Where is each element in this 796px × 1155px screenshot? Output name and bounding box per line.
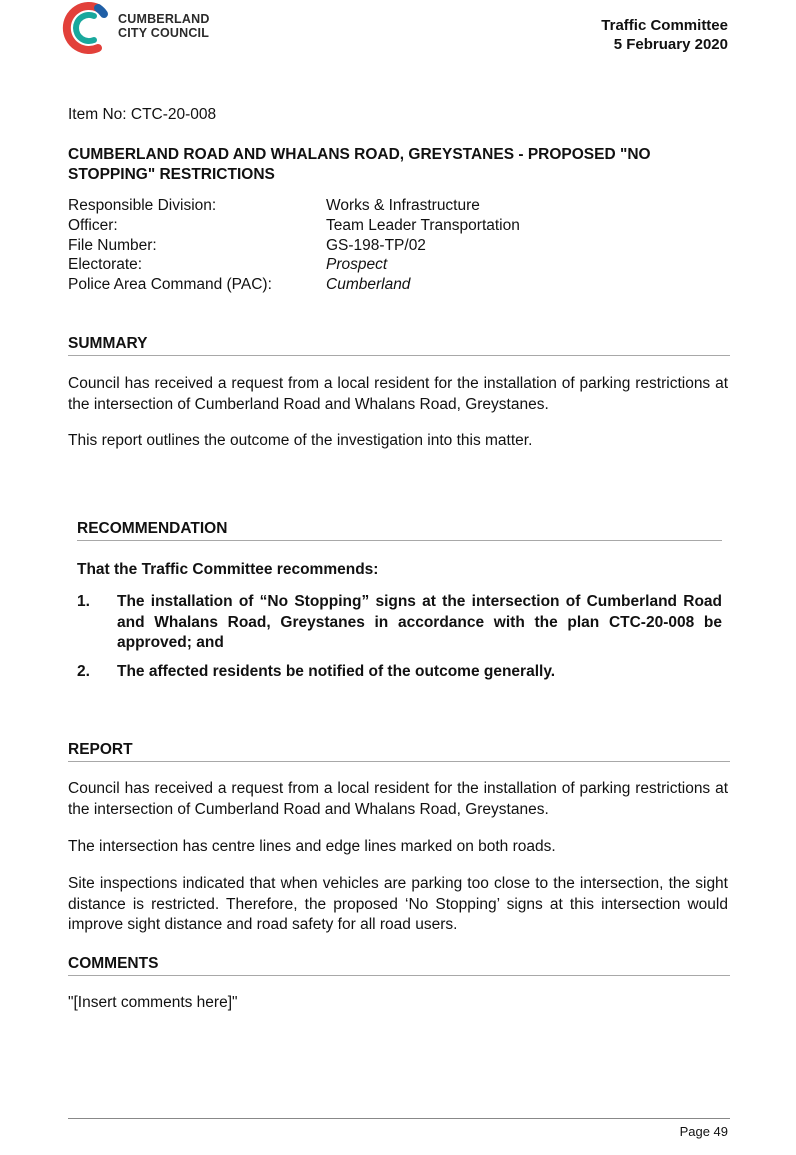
page-number: Page 49 (679, 1124, 728, 1139)
list-item (77, 662, 722, 683)
meta-row (68, 196, 520, 216)
summary-paragraph-2: This report outlines the outcome of the investigation into this matter. (68, 432, 533, 449)
meta-row (68, 275, 520, 295)
meta-row (68, 236, 520, 256)
list-text: The affected residents be notified of the outcome generally. (117, 662, 556, 680)
logo-line-1: CUMBERLAND (118, 12, 210, 26)
report-paragraph-2: The intersection has centre lines and edge lines marked on both roads. (68, 838, 556, 855)
report-paragraph-3: Site inspections indicated that when vehicles are parking too close to the intersection, the sight distance is restricted. Therefore, the proposed ‘No Stopping’ signs at this intersection would improve sight distance and road safety for all road users. (68, 875, 728, 933)
list-number: 1. (77, 593, 90, 610)
header-meeting-info (601, 16, 728, 54)
report-heading: REPORT (68, 741, 133, 758)
report-rule (68, 761, 730, 762)
comments-rule (68, 975, 730, 976)
report-paragraph-1: Council has received a request from a local resident for the installation of parking restrictions at the intersection of Cumberland Road and Whalans Road, Greystanes. (68, 780, 728, 818)
footer-rule (68, 1118, 730, 1119)
meta-label: Electorate: (68, 256, 143, 274)
meta-label: Police Area Command (PAC): (68, 276, 272, 294)
logo-line-2: CITY COUNCIL (118, 26, 210, 40)
meta-value: Team Leader Transportation (326, 216, 520, 234)
meta-label: Responsible Division: (68, 197, 217, 214)
meta-value: Works & Infrastructure (326, 197, 480, 214)
report-metadata (68, 196, 520, 295)
list-text: The installation of “No Stopping” signs at the intersection of Cumberland Road and Whalans Road, Greystanes in accordance with the plan CTC-20-008 be approved; and (117, 593, 722, 651)
meta-value: GS-198-TP/02 (326, 236, 426, 254)
committee-name: Traffic Committee (601, 17, 728, 34)
list-item (77, 592, 722, 654)
meta-row (68, 255, 520, 275)
council-logo (58, 0, 258, 56)
meta-label: File Number: (68, 236, 157, 254)
recommendation-list (77, 592, 722, 690)
meta-label: Officer: (68, 216, 118, 234)
summary-rule (68, 355, 730, 356)
logo-wordmark (118, 12, 210, 40)
comments-paragraph: "[Insert comments here]" (68, 994, 238, 1011)
meta-value: Prospect (326, 256, 388, 274)
meta-value: Cumberland (326, 276, 411, 294)
council-logo-icon (58, 0, 114, 56)
item-number: Item No: CTC-20-008 (68, 106, 217, 123)
summary-paragraph-1: Council has received a request from a local resident for the installation of parking restrictions at the intersection of Cumberland Road and Whalans Road, Greystanes. (68, 375, 728, 413)
report-title: CUMBERLAND ROAD AND WHALANS ROAD, GREYSTANES - PROPOSED "NO STOPPING" RESTRICTIONS (68, 146, 651, 183)
recommendation-heading: RECOMMENDATION (77, 520, 228, 537)
recommendation-intro: That the Traffic Committee recommends: (77, 561, 379, 578)
comments-heading: COMMENTS (68, 955, 159, 972)
summary-heading: SUMMARY (68, 335, 148, 352)
meeting-date: 5 February 2020 (613, 36, 728, 53)
list-number: 2. (77, 662, 90, 680)
meta-row (68, 216, 520, 236)
recommendation-rule (77, 540, 722, 541)
